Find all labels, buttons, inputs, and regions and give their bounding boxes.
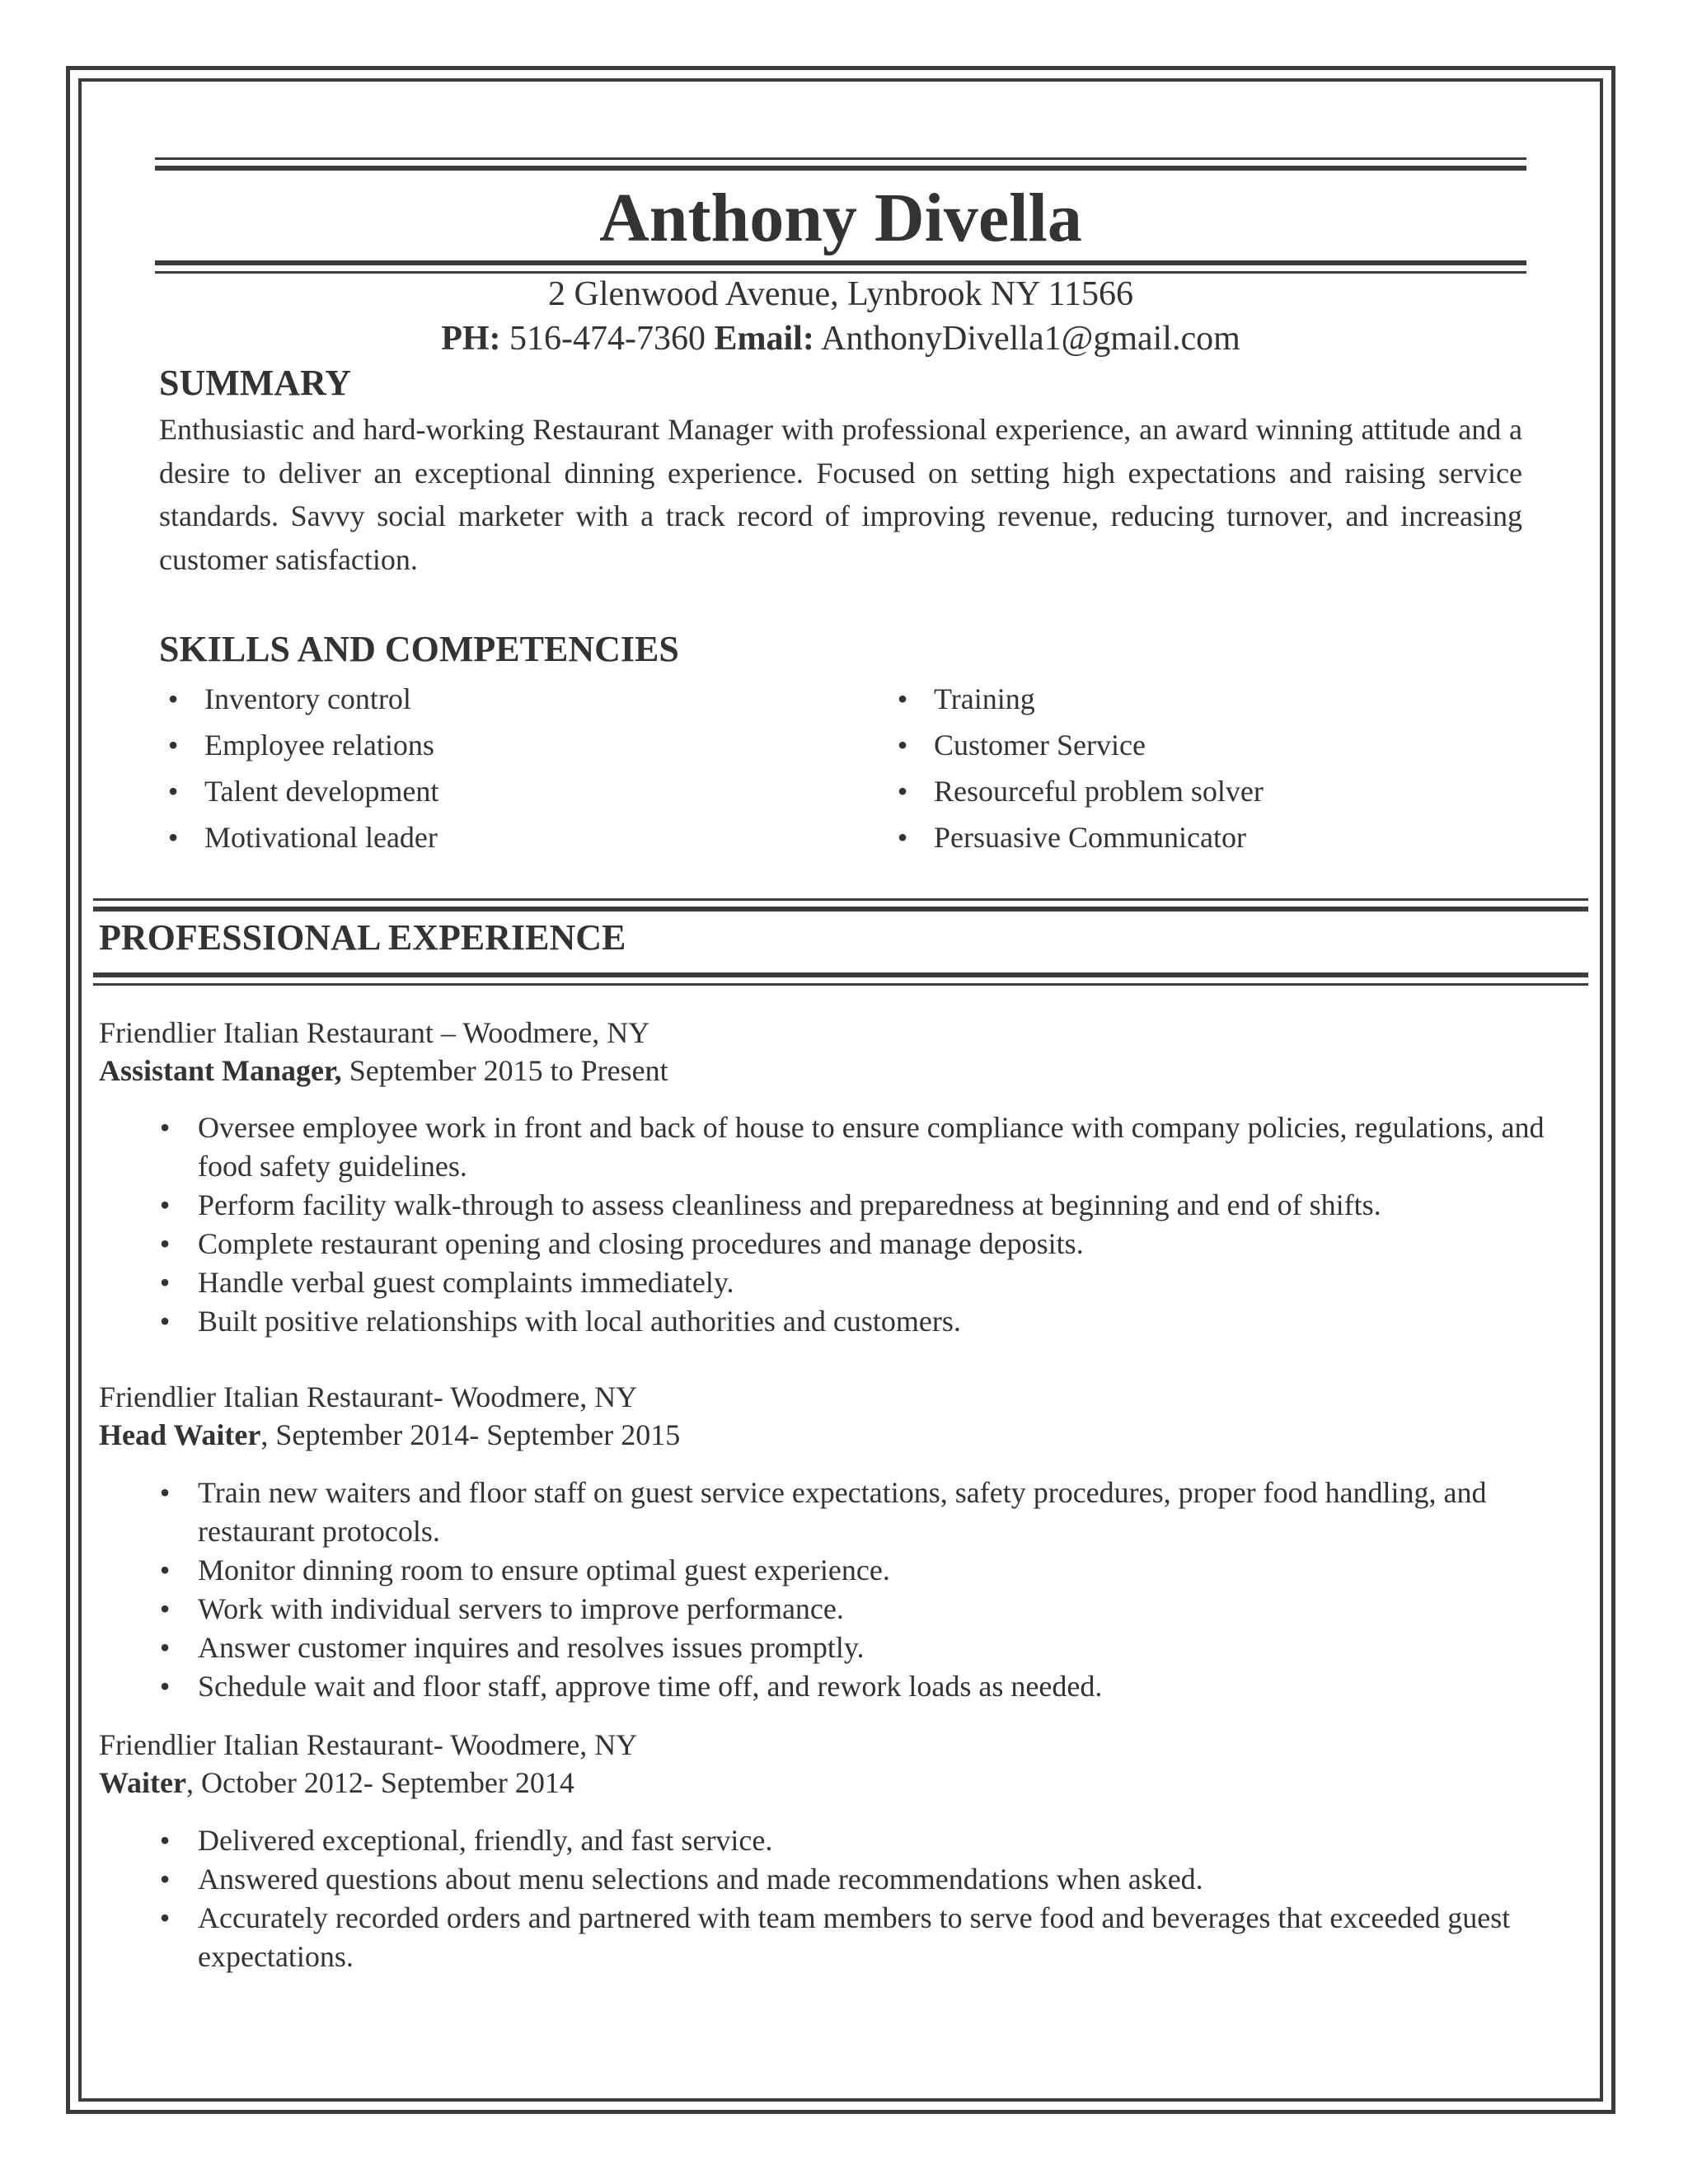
duty-item: [148, 1821, 1574, 1860]
bullet-icon: •: [897, 729, 908, 762]
bullet-icon: •: [159, 1476, 171, 1509]
skill-label: Persuasive Communicator: [934, 821, 1246, 854]
experience-rule-top-thin: [93, 898, 1588, 901]
experience-rule-bottom-thin: [93, 983, 1588, 986]
duty-text: Monitor dinning room to ensure optimal guest experience.: [198, 1554, 890, 1586]
skill-label: Training: [934, 682, 1035, 715]
bullet-icon: •: [159, 1824, 171, 1857]
job-dates: September 2015 to Present: [341, 1054, 668, 1087]
job-dates: , September 2014- September 2015: [260, 1418, 681, 1451]
skills-list-left: [157, 676, 438, 860]
skills-heading: SKILLS AND COMPETENCIES: [159, 629, 679, 669]
skill-item: [157, 676, 438, 722]
duty-text: Answer customer inquires and resolves issues promptly.: [198, 1631, 865, 1664]
job-employer: Friendlier Italian Restaurant – Woodmere, NY: [99, 1016, 650, 1049]
header-rule-top-thin: [155, 157, 1526, 160]
address-line: [155, 272, 1526, 316]
skill-item: [157, 814, 438, 860]
duty-text: Handle verbal guest complaints immediately.: [198, 1266, 734, 1299]
duty-text: Oversee employee work in front and back of house to ensure compliance with company policies, regulations, and food safety guidelines.: [198, 1111, 1545, 1183]
bullet-icon: •: [159, 1305, 171, 1338]
address: 2 Glenwood Avenue, Lynbrook NY 11566: [547, 275, 1134, 313]
skill-label: Inventory control: [204, 682, 411, 715]
bullet-icon: •: [897, 682, 908, 715]
bullet-icon: •: [167, 682, 179, 715]
job-role: [99, 1416, 680, 1454]
duty-item: [148, 1667, 1574, 1706]
duty-text: Accurately recorded orders and partnered with team members to serve food and beverages that exceeded guest expectations.: [198, 1901, 1511, 1973]
job-employer: Friendlier Italian Restaurant- Woodmere, NY: [99, 1380, 638, 1413]
skill-item: [157, 722, 438, 768]
candidate-name: Anthony Divella: [599, 180, 1082, 256]
duty-text: Complete restaurant opening and closing procedures and manage deposits.: [198, 1227, 1084, 1260]
duty-item: [148, 1186, 1574, 1225]
job-title: Head Waiter: [99, 1418, 261, 1451]
bullet-icon: •: [167, 821, 179, 854]
duty-text: Work with individual servers to improve performance.: [198, 1592, 844, 1625]
summary-heading: SUMMARY: [159, 363, 352, 403]
duty-item: [148, 1590, 1574, 1629]
summary-text: Enthusiastic and hard-working Restaurant Manager with professional experience, an award winning attitude and a desire to deliver an exceptional dinning experience. Focused on setting high expectations and raising service standards. Savvy social marketer with a track record of improving revenue, reducing turnover, and increasing customer satisfaction.: [159, 413, 1522, 576]
job-employer: Friendlier Italian Restaurant- Woodmere, NY: [99, 1728, 638, 1761]
duty-text: Answered questions about menu selections and made recommendations when asked.: [198, 1863, 1203, 1896]
header-rule-bottom-thick: [155, 260, 1526, 265]
bullet-icon: •: [159, 1901, 171, 1934]
skill-label: Employee relations: [204, 729, 434, 762]
skill-item: [886, 676, 1264, 722]
bullet-icon: •: [897, 775, 908, 808]
job-duties: [148, 1474, 1574, 1706]
job-dates: , October 2012- September 2014: [185, 1766, 574, 1799]
skill-item: [886, 814, 1264, 860]
duty-item: [148, 1551, 1574, 1590]
duty-text: Train new waiters and floor staff on guest service expectations, safety procedures, proper food handling, and restaurant protocols.: [198, 1476, 1487, 1548]
contact-line: [155, 316, 1526, 361]
bullet-icon: •: [159, 1863, 171, 1896]
bullet-icon: •: [167, 775, 179, 808]
bullet-icon: •: [897, 821, 908, 854]
experience-rule-bottom-thick: [93, 972, 1588, 977]
duty-item: [148, 1302, 1574, 1341]
job-title: Assistant Manager,: [99, 1054, 342, 1087]
duty-text: Schedule wait and floor staff, approve time off, and rework loads as needed.: [198, 1670, 1103, 1703]
skill-label: Talent development: [204, 775, 439, 808]
job-role: [99, 1764, 574, 1802]
duty-item: [148, 1474, 1574, 1551]
skills-list-right: [886, 676, 1264, 860]
bullet-icon: •: [159, 1111, 171, 1144]
bullet-icon: •: [159, 1592, 171, 1625]
bullet-icon: •: [159, 1554, 171, 1586]
email-label: Email:: [714, 320, 814, 358]
experience-rule-top-thick: [93, 907, 1588, 912]
skill-item: [157, 768, 438, 814]
duty-item: [148, 1899, 1574, 1976]
phone-label: PH:: [441, 320, 501, 358]
skill-item: [886, 722, 1264, 768]
job-title: Waiter: [99, 1766, 186, 1799]
duty-text: Delivered exceptional, friendly, and fast service.: [198, 1824, 773, 1857]
bullet-icon: •: [159, 1670, 171, 1703]
skill-item: [886, 768, 1264, 814]
duty-item: [148, 1629, 1574, 1667]
duty-item: [148, 1108, 1574, 1186]
duty-item: [148, 1263, 1574, 1302]
duty-item: [148, 1225, 1574, 1263]
duty-item: [148, 1860, 1574, 1899]
bullet-icon: •: [167, 729, 179, 762]
email: AnthonyDivella1@gmail.com: [821, 320, 1240, 358]
skill-label: Motivational leader: [204, 821, 438, 854]
phone: 516-474-7360: [509, 320, 706, 358]
duty-text: Perform facility walk-through to assess cleanliness and preparedness at beginning and end of shifts.: [198, 1188, 1381, 1221]
bullet-icon: •: [159, 1631, 171, 1664]
skill-label: Customer Service: [934, 729, 1146, 762]
bullet-icon: •: [159, 1227, 171, 1260]
job-role: [99, 1052, 668, 1090]
bullet-icon: •: [159, 1188, 171, 1221]
job-duties: [148, 1108, 1574, 1341]
experience-heading: PROFESSIONAL EXPERIENCE: [99, 917, 626, 958]
skill-label: Resourceful problem solver: [934, 775, 1264, 808]
job-duties: [148, 1821, 1574, 1976]
duty-text: Built positive relationships with local authorities and customers.: [198, 1305, 961, 1338]
header-rule-top-thick: [155, 166, 1526, 171]
bullet-icon: •: [159, 1266, 171, 1299]
